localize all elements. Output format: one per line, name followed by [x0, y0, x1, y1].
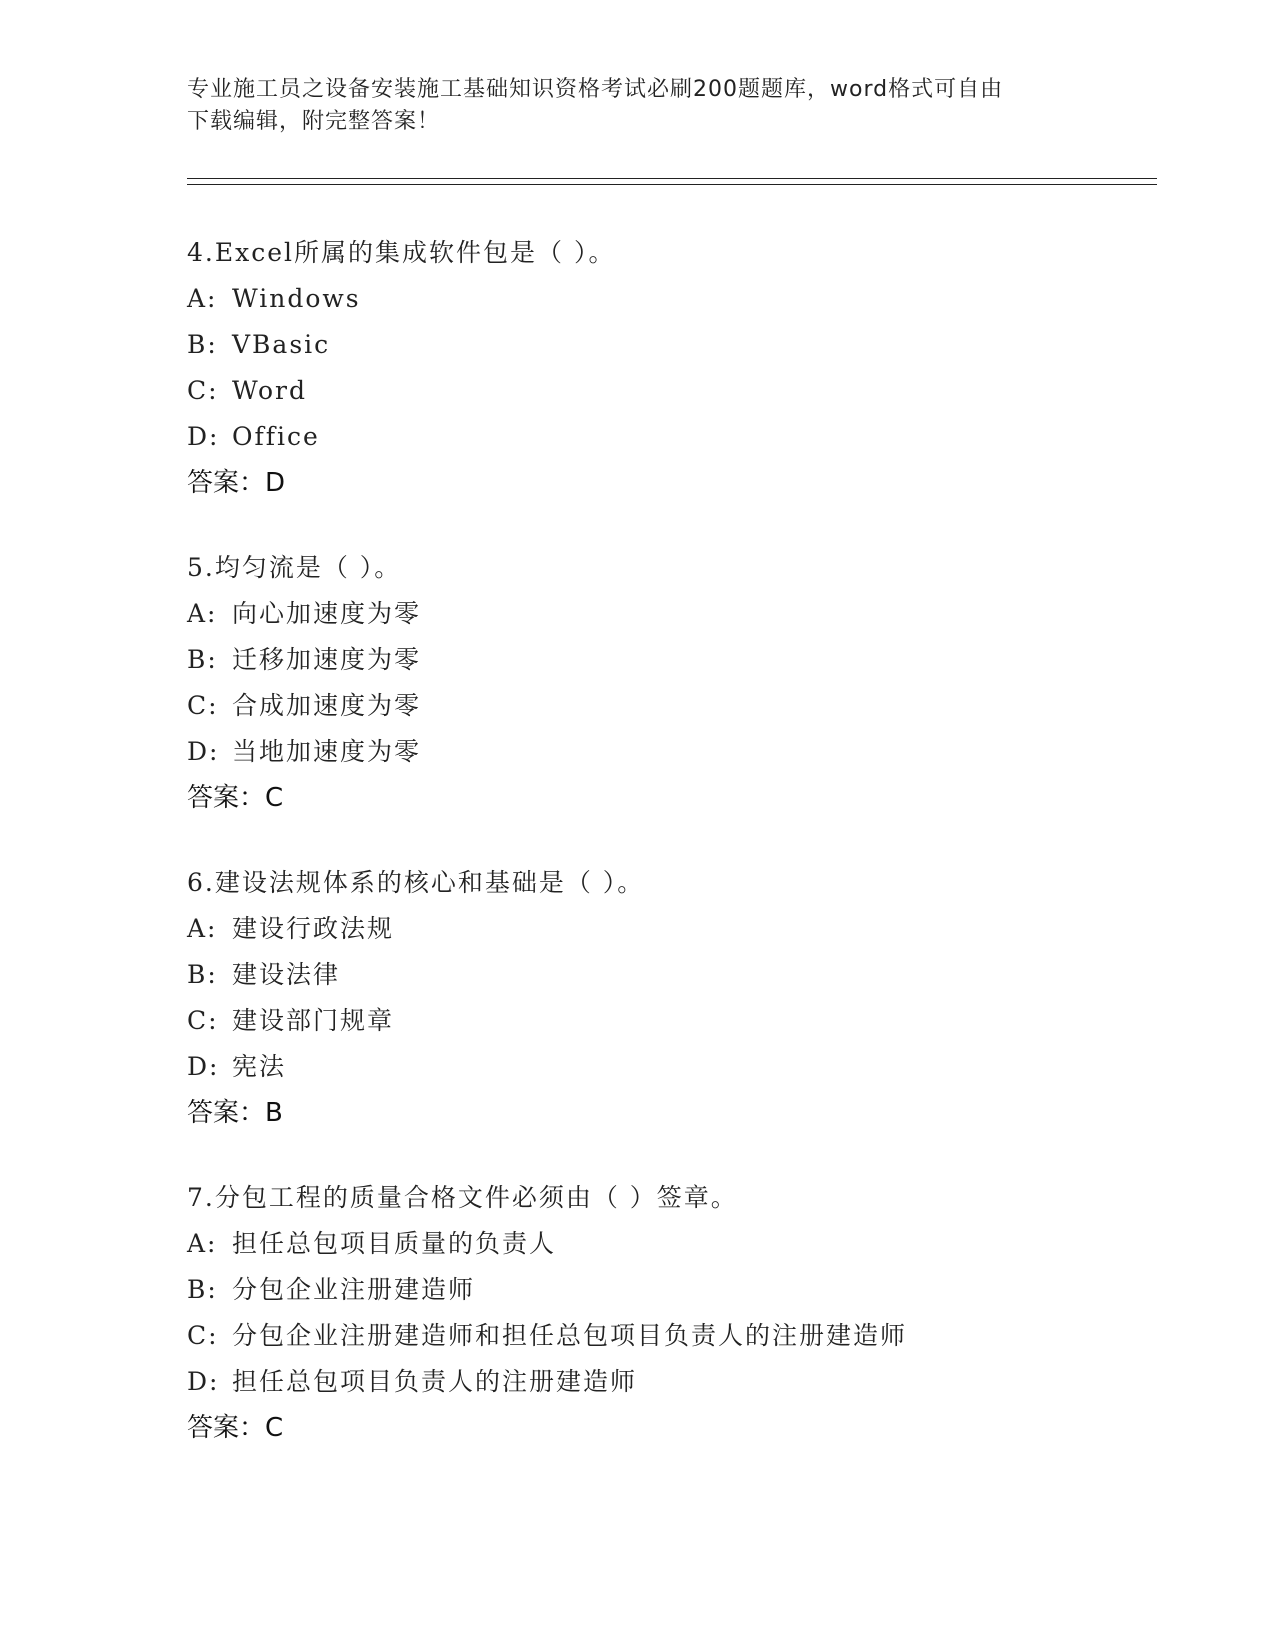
answer: 答案：C	[187, 1413, 284, 1443]
option-text: 担任总包项目负责人的注册建造师	[232, 1367, 638, 1396]
option-letter: D:	[187, 422, 220, 451]
option-b	[187, 637, 1187, 683]
option-text: 担任总包项目质量的负责人	[232, 1229, 557, 1258]
option-letter: A:	[187, 914, 218, 943]
question-7	[187, 1175, 1187, 1451]
option-letter: C:	[187, 1321, 219, 1350]
option-c	[187, 998, 1187, 1044]
option-c	[187, 368, 1187, 414]
option-d	[187, 414, 1187, 460]
option-text: Word	[232, 376, 308, 405]
option-a	[187, 906, 1187, 952]
option-d	[187, 1044, 1187, 1090]
option-b	[187, 1267, 1187, 1313]
option-d	[187, 729, 1187, 775]
header-line-2: 下载编辑，附完整答案！	[187, 109, 441, 134]
option-c	[187, 683, 1187, 729]
document-header	[187, 74, 1067, 138]
option-a	[187, 591, 1187, 637]
option-text: 分包企业注册建造师和担任总包项目负责人的注册建造师	[232, 1321, 908, 1350]
question-6	[187, 860, 1187, 1136]
option-letter: B:	[187, 960, 218, 989]
option-text: Windows	[232, 284, 361, 313]
option-c	[187, 1313, 1187, 1359]
answer: 答案：C	[187, 783, 284, 813]
option-text: 当地加速度为零	[232, 737, 422, 766]
option-letter: A:	[187, 284, 218, 313]
option-letter: D:	[187, 1052, 220, 1081]
option-text: 宪法	[232, 1052, 287, 1081]
answer: 答案：D	[187, 468, 286, 498]
option-text: 合成加速度为零	[232, 691, 422, 720]
question-title: 7.分包工程的质量合格文件必须由（ ）签章。	[187, 1183, 738, 1212]
option-letter: A:	[187, 599, 218, 628]
question-title: 6.建设法规体系的核心和基础是（ ）。	[187, 868, 645, 897]
question-4	[187, 230, 1187, 506]
option-b	[187, 322, 1187, 368]
option-text: 建设法律	[232, 960, 341, 989]
option-d	[187, 1359, 1187, 1405]
option-text: 建设部门规章	[232, 1006, 395, 1035]
question-5	[187, 545, 1187, 821]
option-b	[187, 952, 1187, 998]
option-letter: C:	[187, 1006, 219, 1035]
header-divider	[187, 178, 1157, 185]
option-letter: B:	[187, 645, 218, 674]
option-letter: C:	[187, 691, 219, 720]
option-letter: B:	[187, 1275, 218, 1304]
option-text: 分包企业注册建造师	[232, 1275, 476, 1304]
question-title: 4.Excel所属的集成软件包是（ ）。	[187, 238, 616, 267]
option-letter: D:	[187, 1367, 220, 1396]
question-title: 5.均匀流是（ ）。	[187, 553, 402, 582]
option-letter: B:	[187, 330, 218, 359]
option-a	[187, 1221, 1187, 1267]
option-text: Office	[232, 422, 320, 451]
option-text: 迁移加速度为零	[232, 645, 422, 674]
option-a	[187, 276, 1187, 322]
option-text: 建设行政法规	[232, 914, 395, 943]
header-line-1: 专业施工员之设备安装施工基础知识资格考试必刷200题题库，word格式可自由	[187, 77, 1004, 102]
option-letter: D:	[187, 737, 220, 766]
option-text: VBasic	[232, 330, 331, 359]
option-letter: A:	[187, 1229, 218, 1258]
option-text: 向心加速度为零	[232, 599, 422, 628]
option-letter: C:	[187, 376, 219, 405]
answer: 答案：B	[187, 1098, 283, 1128]
